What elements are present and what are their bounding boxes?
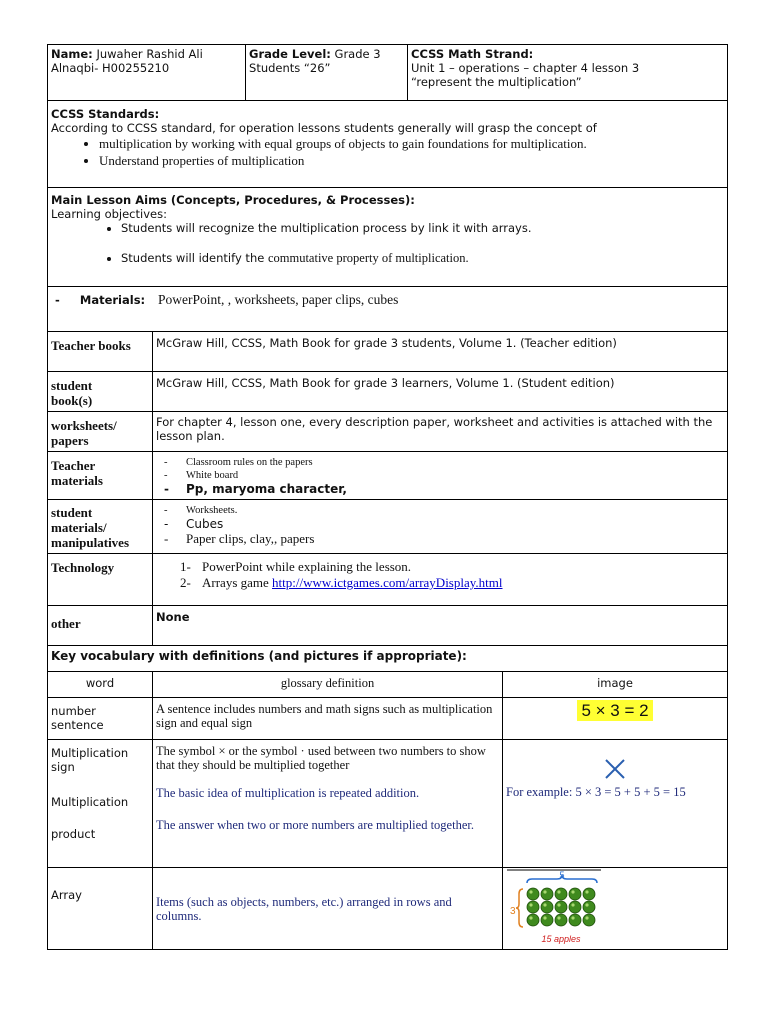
vocab-word-cell	[48, 698, 153, 740]
technology-num: 1-	[180, 559, 191, 574]
materials-value: PowerPoint, , worksheets, paper clips, cubes	[158, 292, 399, 307]
list-item: - White board	[164, 469, 724, 482]
apple-icon	[555, 888, 567, 900]
aims-item-suffix: commutative property of multiplication.	[267, 251, 469, 265]
worksheets-label-cell	[48, 412, 153, 452]
technology-num: 2-	[180, 575, 191, 590]
apple-highlight	[529, 903, 532, 906]
aims-title: Main Lesson Aims (Concepts, Procedures, & Processes):	[51, 193, 415, 207]
apple-highlight	[557, 916, 560, 919]
vocab-definition: The answer when two or more numbers are multiplied together.	[156, 818, 474, 832]
array-caption: 15 apples	[541, 934, 581, 944]
multiply-icon	[602, 756, 628, 782]
list-item: - Pp, maryoma character,	[164, 482, 724, 496]
other-label: other	[48, 606, 153, 646]
apple-icon	[583, 901, 595, 913]
strand-topic: “represent the multiplication”	[411, 75, 582, 89]
vocab-word: sentence	[51, 718, 104, 732]
vocab-word: Array	[48, 868, 153, 950]
technology-item: PowerPoint while explaining the lesson.	[202, 559, 412, 574]
vocab-definition: The symbol × or the symbol · used between two numbers to show that they should be multiplied together	[156, 744, 486, 772]
vocab-image-cell	[503, 868, 728, 950]
teacher-materials-label: Teacher	[51, 458, 96, 473]
apple-icon	[555, 901, 567, 913]
standards-list	[51, 135, 724, 169]
student-books-value: McGraw Hill, CCSS, Math Book for grade 3 learners, Volume 1. (Student edition)	[153, 372, 728, 412]
multiplication-sign-image	[506, 756, 724, 785]
list-item: - Classroom rules on the papers	[164, 456, 724, 469]
array-side-brace	[516, 889, 523, 927]
student-materials-label: materials/	[51, 520, 107, 535]
apple-icon	[583, 914, 595, 926]
name-value: Juwaher Rashid Ali	[96, 47, 203, 61]
apple-icon	[527, 901, 539, 913]
array-side-label: 3	[510, 906, 516, 917]
number-sentence-image: 5 × 3 = 2	[577, 700, 652, 721]
grade-value: Grade 3	[334, 47, 381, 61]
vocab-definition-cell	[153, 740, 503, 868]
apple-highlight	[543, 903, 546, 906]
vocab-image-cell	[503, 740, 728, 868]
student-materials-label: student	[51, 505, 93, 520]
apple-highlight	[571, 916, 574, 919]
list-item: - Cubes	[164, 517, 724, 531]
aims-cell	[48, 188, 728, 287]
array-top-label: 5	[559, 870, 565, 880]
aims-item: • Students will recognize the multiplication process by link it with arrays.	[121, 221, 724, 235]
standards-cell	[48, 101, 728, 188]
apple-highlight	[585, 890, 588, 893]
aims-subtitle: Learning objectives:	[51, 207, 167, 221]
apple-highlight	[529, 916, 532, 919]
name-label: Name:	[51, 47, 93, 61]
vocab-word: Multiplication	[51, 746, 129, 760]
multiplication-example: For example: 5 × 3 = 5 + 5 + 5 = 15	[506, 785, 686, 799]
teacher-materials-label: materials	[51, 473, 103, 488]
standards-item: • Understand properties of multiplication	[99, 152, 724, 169]
student-id: Alnaqbi- H00255210	[51, 61, 170, 75]
vocab-col-definition: glossary definition	[153, 672, 503, 698]
worksheets-value: For chapter 4, lesson one, every description paper, worksheet and activities is attached with the lesson plan.	[153, 412, 728, 452]
worksheets-label: papers	[51, 433, 89, 448]
teacher-materials-list	[156, 456, 724, 496]
apple-icon	[541, 901, 553, 913]
apple-icon	[569, 914, 581, 926]
array-image	[505, 868, 615, 948]
aims-list	[51, 221, 724, 265]
student-materials-cell	[153, 500, 728, 554]
vocab-col-image: image	[503, 672, 728, 698]
apple-icon	[527, 888, 539, 900]
vocab-col-word: word	[48, 672, 153, 698]
apple-icon	[555, 914, 567, 926]
strand-label: CCSS Math Strand:	[411, 47, 534, 61]
vocab-word: number	[51, 704, 96, 718]
apple-icon	[541, 888, 553, 900]
aims-item-prefix: Students will identify the	[121, 251, 268, 265]
student-books-label: student	[51, 378, 93, 393]
teacher-books-value: McGraw Hill, CCSS, Math Book for grade 3 students, Volume 1. (Teacher edition)	[153, 332, 728, 372]
grade-cell	[246, 45, 408, 101]
apple-icon	[569, 888, 581, 900]
strand-cell	[408, 45, 728, 101]
apple-highlight	[543, 916, 546, 919]
apple-highlight	[571, 890, 574, 893]
standards-intro: According to CCSS standard, for operation lessons students generally will grasp the concept of	[51, 121, 597, 135]
materials-label: Materials:	[79, 293, 146, 307]
name-cell	[48, 45, 246, 101]
student-books-label-cell	[48, 372, 153, 412]
lesson-plan-table	[47, 44, 728, 950]
strand-unit: Unit 1 – operations – chapter 4 lesson 3	[411, 61, 640, 75]
vocab-word: product	[51, 827, 96, 841]
apple-highlight	[557, 890, 560, 893]
worksheets-label: worksheets/	[51, 418, 117, 433]
aims-item	[121, 251, 724, 265]
apple-icon	[541, 914, 553, 926]
vocab-image-cell	[503, 698, 728, 740]
vocab-title: Key vocabulary with definitions (and pictures if appropriate):	[48, 646, 728, 672]
apple-highlight	[557, 903, 560, 906]
teacher-materials-cell	[153, 452, 728, 500]
apple-grid	[527, 888, 595, 926]
vocab-word: sign	[51, 760, 75, 774]
materials-dash: -	[55, 293, 60, 307]
apple-icon	[527, 914, 539, 926]
student-materials-label: manipulatives	[51, 535, 130, 550]
vocab-definition: Items (such as objects, numbers, etc.) arranged in rows and columns.	[153, 868, 503, 950]
vocab-word: Multiplication	[51, 795, 129, 809]
apple-icon	[569, 901, 581, 913]
apple-highlight	[529, 890, 532, 893]
student-count: Students “26”	[249, 61, 331, 75]
apple-highlight	[571, 903, 574, 906]
vocab-definition: The basic idea of multiplication is repeated addition.	[156, 786, 420, 800]
grade-label: Grade Level:	[249, 47, 331, 61]
list-item: - Worksheets.	[164, 504, 724, 517]
lesson-plan-page	[47, 44, 727, 950]
materials-cell	[48, 287, 728, 332]
other-value: None	[153, 606, 728, 646]
technology-item: Arrays game	[202, 575, 273, 590]
apple-highlight	[585, 903, 588, 906]
apple-highlight	[585, 916, 588, 919]
student-materials-label-cell	[48, 500, 153, 554]
apple-icon	[583, 888, 595, 900]
student-materials-list	[156, 504, 724, 547]
technology-cell	[153, 554, 728, 606]
apple-highlight	[543, 890, 546, 893]
vocab-word-cell	[48, 740, 153, 868]
vocab-definition: A sentence includes numbers and math signs such as multiplication sign and equal sign	[153, 698, 503, 740]
list-item: - Paper clips, clay,, papers	[164, 531, 724, 547]
student-books-label: book(s)	[51, 393, 93, 408]
technology-label: Technology	[48, 554, 153, 606]
teacher-books-label: Teacher books	[48, 332, 153, 372]
teacher-materials-label-cell	[48, 452, 153, 500]
arrays-game-link[interactable]: http://www.ictgames.com/arrayDisplay.html	[272, 575, 503, 590]
standards-item: • multiplication by working with equal groups of objects to gain foundations for multiplication.	[99, 135, 724, 152]
standards-title: CCSS Standards:	[51, 107, 160, 121]
